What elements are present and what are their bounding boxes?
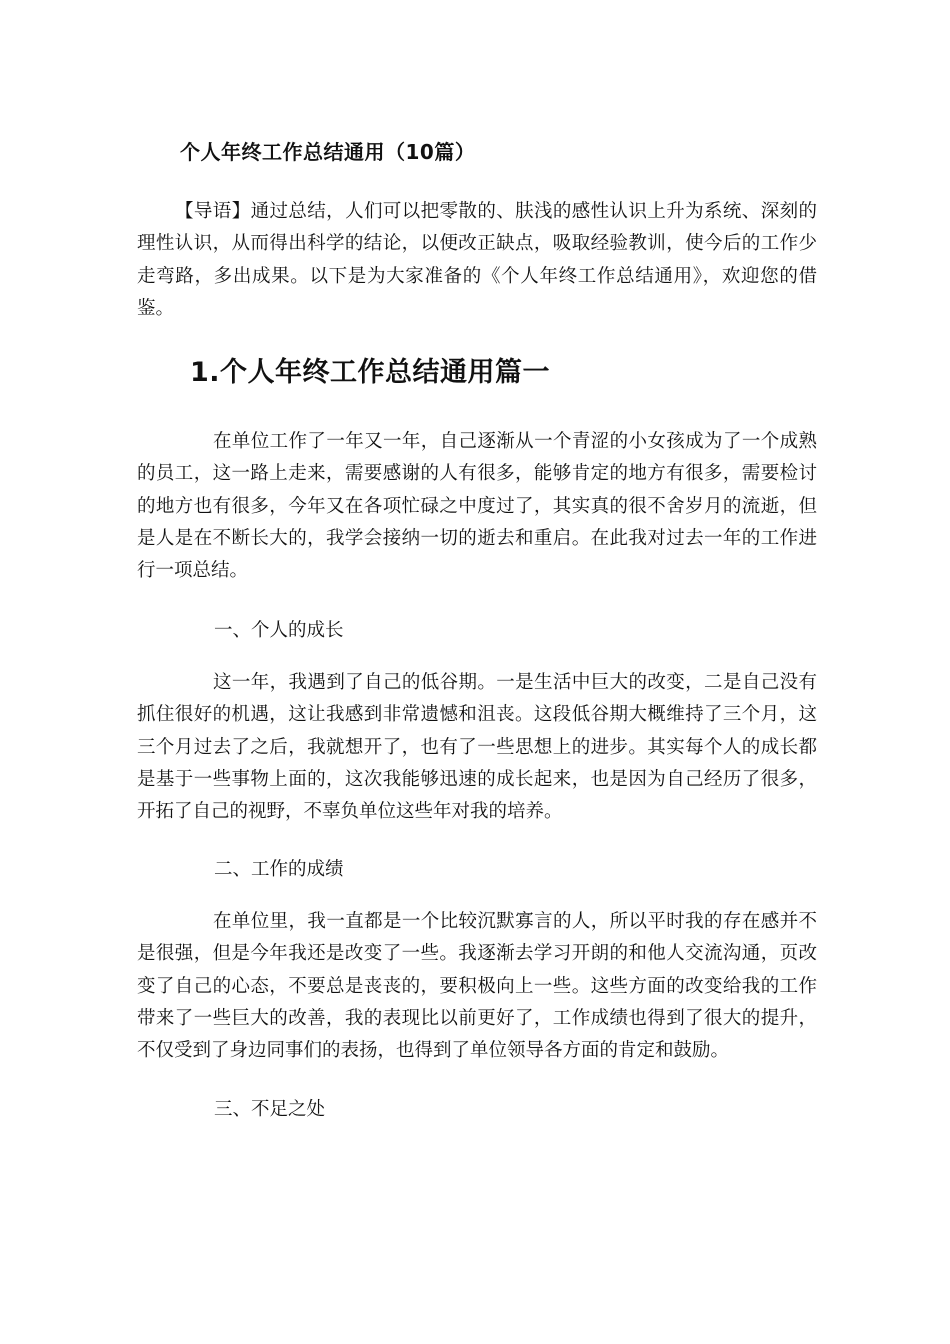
subheading-shortcomings: 三、不足之处 bbox=[214, 1099, 326, 1120]
subheading-work-results: 二、工作的成绩 bbox=[214, 859, 344, 880]
body-paragraph-2: 这一年，我遇到了自己的低谷期。一是生活中巨大的改变，二是自己没有抓住很好的机遇，这让我感到非常遗憾和沮丧。这段低谷期大概维持了三个月，这三个月过去了之后，我就想开了，也有了一些思想上的进步。其实每个人的成长都是基于一些事物上面的，这次我能够迅速的成长起来，也是因为自己经历了很多，开拓了自己的视野，不辜负单位这些年对我的培养。 bbox=[137, 672, 817, 823]
body-paragraph-3: 在单位里，我一直都是一个比较沉默寡言的人，所以平时我的存在感并不是很强，但是今年我还是改变了一些。我逐渐去学习开朗的和他人交流沟通，页改变了自己的心态，不要总是丧丧的，要积极向上一些。这些方面的改变给我的工作带来了一些巨大的改善，我的表现比以前更好了，工作成绩也得到了很大的提升，不仅受到了身边同事们的表扬，也得到了单位领导各方面的肯定和鼓励。 bbox=[137, 911, 817, 1062]
intro-tag-label: 导语 bbox=[193, 201, 232, 222]
intro-open-bracket: 【 bbox=[175, 201, 194, 222]
intro-paragraph bbox=[137, 196, 817, 325]
subheading-personal-growth: 一、个人的成长 bbox=[214, 620, 344, 641]
document-title: 个人年终工作总结通用（10篇） bbox=[180, 140, 476, 164]
section-title: 1.个人年终工作总结通用篇一 bbox=[190, 357, 551, 388]
intro-text: 通过总结，人们可以把零散的、肤浅的感性认识上升为系统、深刻的理性认识，从而得出科学的结论，以便改正缺点，吸取经验教训，使今后的工作少走弯路，多出成果。以下是为大家准备的《个人年终工作总结通用》，欢迎您的借鉴。 bbox=[137, 201, 817, 319]
intro-tag bbox=[175, 201, 251, 222]
body-paragraph-1: 在单位工作了一年又一年，自己逐渐从一个青涩的小女孩成为了一个成熟的员工，这一路上走来，需要感谢的人有很多，能够肯定的地方有很多，需要检讨的地方也有很多，今年又在各项忙碌之中度过了，其实真的很不舍岁月的流逝，但是人是在不断长大的，我学会接纳一切的逝去和重启。在此我对过去一年的工作进行一项总结。 bbox=[137, 431, 817, 582]
intro-close-bracket: 】 bbox=[231, 201, 251, 222]
